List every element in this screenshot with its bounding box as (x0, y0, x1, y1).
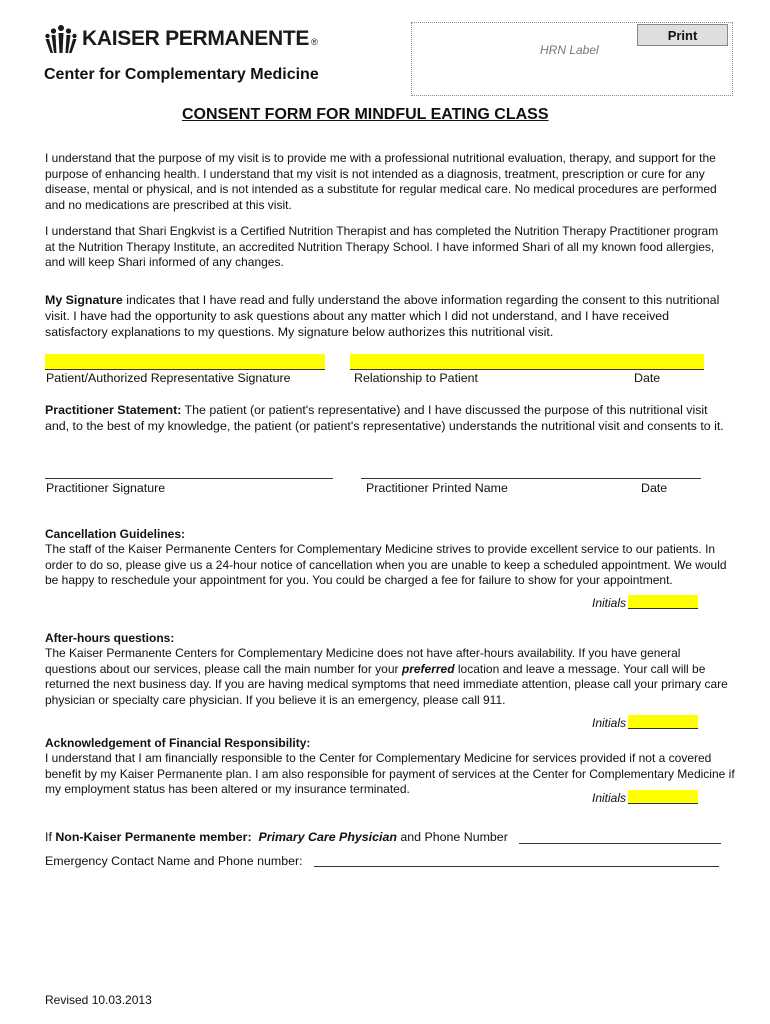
after-hours-text-a: The Kaiser Permanente Centers for Complementary Medicine does not have after-hours availability. If you have general questions about our services, please call the main number for your (45, 646, 681, 676)
after-hours-heading: After-hours questions: (45, 631, 175, 645)
financial-heading: Acknowledgement of Financial Responsibility: (45, 736, 311, 750)
intro-paragraph-2: I understand that Shari Engkvist is a Certified Nutrition Therapist and has completed the Nutrition Therapy Practitioner program at the Nutrition Therapy Institute, an accredited Nutrition Therapy School. I have informed Shari of all my known food allergies, and will keep Shari informed of any changes. (45, 224, 719, 269)
practitioner-lead: Practitioner Statement: (45, 403, 182, 417)
registered-mark: ® (311, 37, 318, 47)
practitioner-name-date-field[interactable] (361, 478, 701, 479)
relationship-label: Relationship to Patient (354, 371, 478, 385)
revised-date: Revised 10.03.2013 (45, 993, 152, 1007)
hrn-label-text: HRN Label (540, 43, 599, 57)
signature-lead: My Signature (45, 293, 123, 307)
financial-initials-label: Initials (592, 791, 627, 805)
non-kaiser-pcp: Primary Care Physician (258, 830, 397, 844)
non-kaiser-suffix: and Phone Number (396, 830, 508, 844)
patient-signature-field[interactable] (45, 354, 325, 370)
emergency-contact-label: Emergency Contact Name and Phone number: (45, 854, 303, 868)
print-button[interactable] (637, 24, 728, 46)
practitioner-date-label: Date (641, 481, 668, 495)
pcp-phone-field[interactable] (519, 843, 721, 844)
patient-date-label: Date (634, 371, 661, 385)
practitioner-signature-field[interactable] (45, 478, 333, 479)
non-kaiser-bold: Non-Kaiser Permanente member: (55, 830, 252, 844)
practitioner-printed-name-label: Practitioner Printed Name (366, 481, 508, 495)
after-hours-initials-field[interactable] (628, 715, 698, 729)
print-button-label: Print (667, 27, 698, 43)
practitioner-text: The patient (or patient's representative) and I have discussed the purpose of this nutritional visit and, to the best of my knowledge, the patient (or patient's representative) understands the nutritional visit and consents to it. (45, 403, 724, 433)
cancellation-text: The staff of the Kaiser Permanente Centers for Complementary Medicine strives to provide excellent service to our patients. In order to do so, please give us a 24-hour notice of cancellation when you are unable to keep a scheduled appointment. We would be happy to reschedule your appointment for you. You could be charged a fee for failure to show for your appointment. (45, 542, 727, 587)
signature-paragraph (45, 292, 735, 340)
center-title: Center for Complementary Medicine (44, 66, 319, 83)
after-hours-text-b: location and leave a message. Your call will be returned the next business day. If you are having medical symptoms that need immediate attention, please call your primary care physician or specialty care physician. If you believe it is an emergency, please call 911. (45, 661, 728, 707)
practitioner-statement (45, 402, 735, 434)
relationship-date-field[interactable] (350, 354, 704, 370)
kaiser-logo-icon (44, 24, 78, 54)
non-kaiser-label (45, 830, 508, 844)
after-hours-emphasis: preferred (401, 661, 455, 676)
form-title: CONSENT FORM FOR MINDFUL EATING CLASS (182, 106, 549, 123)
signature-text: indicates that I have read and fully understand the above information regarding the consent to this nutritional visit. I have had the opportunity to ask questions about any matter which I did not understand, and I have received satisfactory explanations to my questions. My signature below authorizes this nutritional visit. (45, 293, 720, 339)
cancellation-initials-field[interactable] (628, 595, 698, 609)
non-kaiser-prefix: If (45, 830, 56, 844)
intro-paragraph-1: I understand that the purpose of my visit is to provide me with a professional nutritional evaluation, therapy, and support for the purpose of enhancing health. I understand that my visit is not intended as a diagnosis, treatment, prescription or cure for any disease, mental or physical, and is not intended as a substitute for regular medical care. No medical procedures are performed and no medications are prescribed at this visit. (45, 151, 717, 212)
patient-signature-label: Patient/Authorized Representative Signature (46, 371, 291, 385)
cancellation-heading: Cancellation Guidelines: (45, 527, 186, 541)
logo-text: KAISER PERMANENTE (82, 27, 310, 50)
financial-initials-field[interactable] (628, 790, 698, 804)
after-hours-text (45, 646, 735, 708)
cancellation-initials-label: Initials (592, 596, 627, 610)
emergency-contact-field[interactable] (314, 866, 719, 867)
practitioner-signature-label: Practitioner Signature (46, 481, 166, 495)
kaiser-logo (44, 23, 318, 55)
financial-text: I understand that I am financially responsible to the Center for Complementary Medicine for services provided if not a covered benefit by my Kaiser Permanente plan. I am also responsible for payment of services at the Center for Complementary Medicine if my employment status has been altered or my insurance terminated. (45, 751, 735, 796)
after-hours-initials-label: Initials (592, 716, 627, 730)
